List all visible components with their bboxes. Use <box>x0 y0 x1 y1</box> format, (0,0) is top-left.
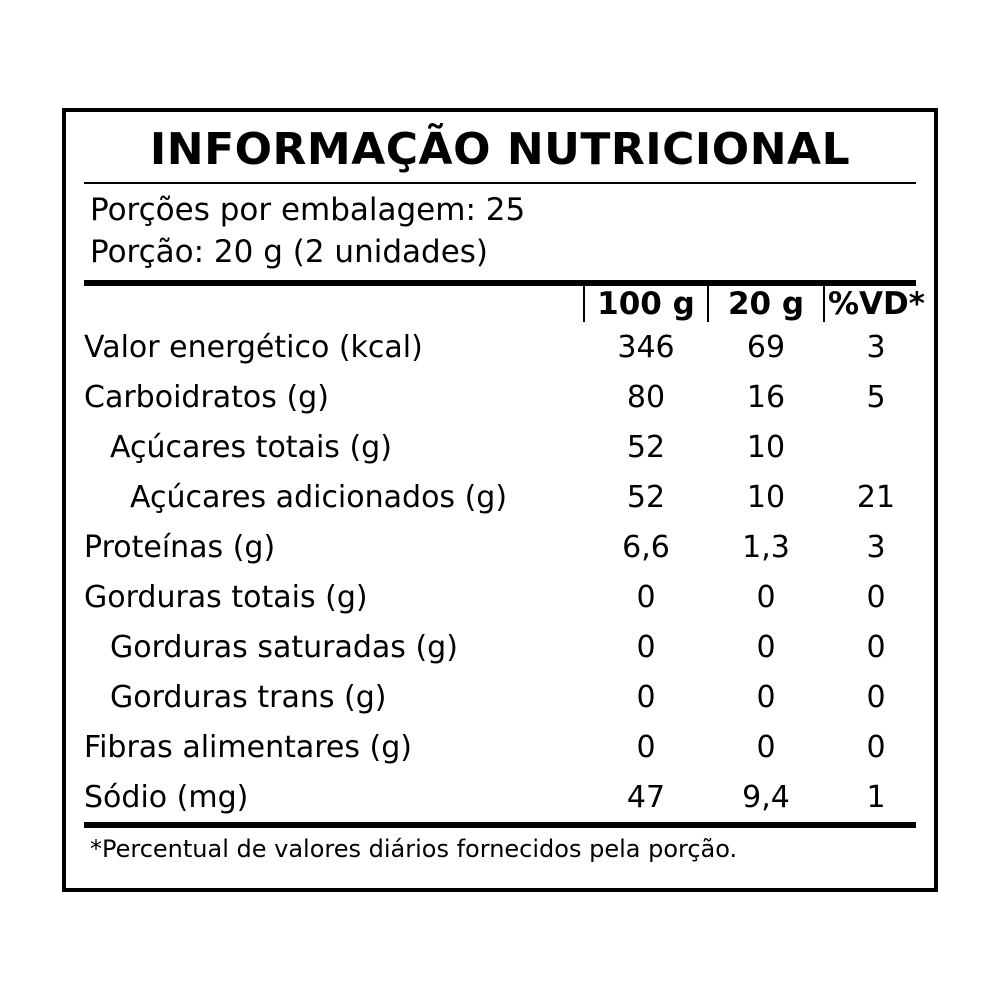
nutrition-table <box>84 286 928 822</box>
nutrient-per-100g: 0 <box>636 579 656 615</box>
nutrient-per-serving: 9,4 <box>742 779 790 815</box>
nutrient-dv: 3 <box>866 529 886 565</box>
table-header-row <box>84 286 928 322</box>
nutrient-dv: 1 <box>866 779 886 815</box>
nutrient-name: Gorduras trans (g) <box>110 679 387 715</box>
table-row <box>84 722 928 772</box>
servings-block <box>84 184 916 280</box>
nutrient-per-100g: 346 <box>617 329 675 365</box>
table-row <box>84 622 928 672</box>
nutrient-dv: 0 <box>866 579 886 615</box>
nutrient-dv <box>824 422 928 472</box>
nutrient-dv: 3 <box>866 329 886 365</box>
nutrient-name: Fibras alimentares (g) <box>84 729 412 765</box>
nutrient-name: Carboidratos (g) <box>84 379 329 415</box>
serving-size: Porção: 20 g (2 unidades) <box>90 234 489 271</box>
table-row <box>84 522 928 572</box>
nutrient-name: Proteínas (g) <box>84 529 276 565</box>
table-row <box>84 672 928 722</box>
nutrient-per-serving: 0 <box>756 729 776 765</box>
nutrient-dv: 0 <box>866 629 886 665</box>
nutrient-per-100g: 0 <box>636 629 656 665</box>
nutrient-per-serving: 1,3 <box>742 529 790 565</box>
table-row <box>84 472 928 522</box>
nutrient-per-serving: 10 <box>746 429 786 465</box>
nutrition-facts-inner <box>84 120 925 880</box>
table-row <box>84 772 928 822</box>
nutrient-per-100g: 52 <box>626 479 666 515</box>
nutrient-per-100g: 52 <box>626 429 666 465</box>
nutrient-per-100g: 0 <box>636 679 656 715</box>
nutrient-dv: 21 <box>856 479 896 515</box>
table-row <box>84 372 928 422</box>
nutrient-per-serving: 16 <box>746 379 786 415</box>
servings-per-package: Porções por embalagem: 25 <box>90 192 526 229</box>
nutrient-dv: 0 <box>866 729 886 765</box>
nutrient-dv: 0 <box>866 679 886 715</box>
nutrient-per-serving: 0 <box>756 579 776 615</box>
nutrient-per-serving: 0 <box>756 629 776 665</box>
nutrient-per-serving: 10 <box>746 479 786 515</box>
footnote: *Percentual de valores diários fornecidos pela porção. <box>90 835 738 864</box>
table-row <box>84 422 928 472</box>
column-header-per-serving: 20 g <box>708 286 824 322</box>
nutrient-name: Açúcares totais (g) <box>110 429 392 465</box>
nutrient-name: Gorduras saturadas (g) <box>110 629 458 665</box>
column-header-per-100g: 100 g <box>584 286 708 322</box>
column-header-dv: %VD* <box>828 286 925 323</box>
nutrient-name: Valor energético (kcal) <box>84 329 423 365</box>
nutrient-per-100g: 6,6 <box>622 529 670 565</box>
nutrient-per-100g: 47 <box>626 779 666 815</box>
column-header-name <box>84 286 584 322</box>
nutrient-name: Açúcares adicionados (g) <box>130 479 508 515</box>
table-row <box>84 322 928 372</box>
nutrition-facts-panel <box>62 108 938 892</box>
table-row <box>84 572 928 622</box>
nutrient-per-serving: 0 <box>756 679 776 715</box>
nutrient-name: Gorduras totais (g) <box>84 579 368 615</box>
nutrient-per-100g: 0 <box>636 729 656 765</box>
nutrient-per-100g: 80 <box>626 379 666 415</box>
nutrient-per-serving: 69 <box>746 329 786 365</box>
page-title: INFORMAÇÃO NUTRICIONAL <box>149 124 851 175</box>
nutrient-name: Sódio (mg) <box>84 779 249 815</box>
nutrient-dv: 5 <box>866 379 886 415</box>
